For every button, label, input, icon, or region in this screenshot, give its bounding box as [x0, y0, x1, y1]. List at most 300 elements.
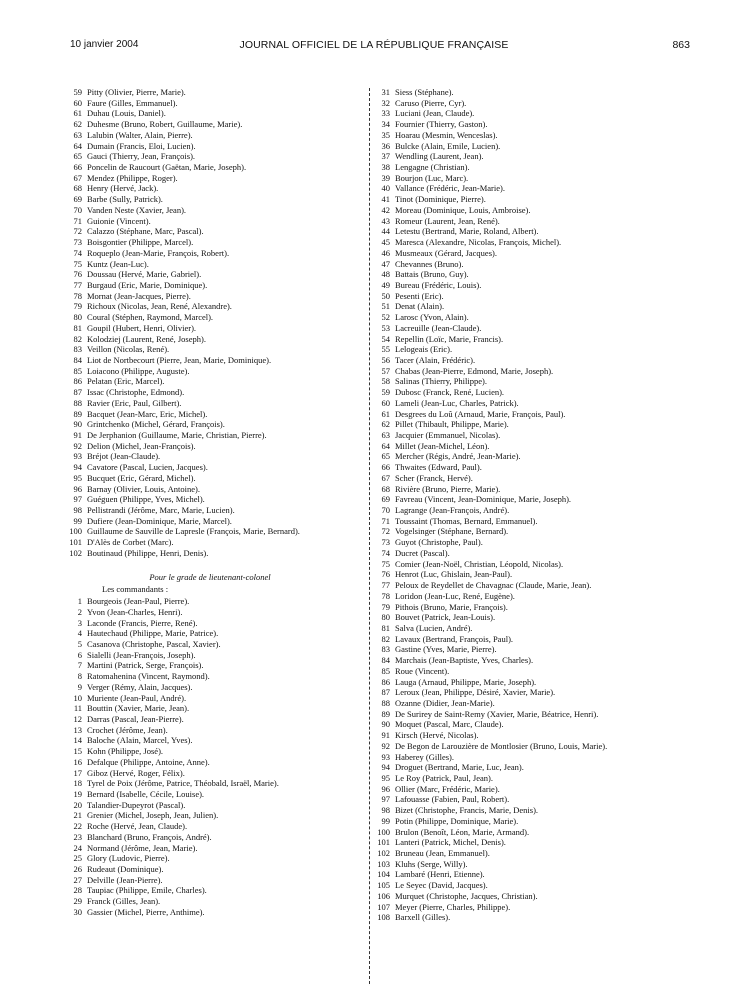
- entry-number: 21: [73, 810, 82, 821]
- entry-name: De Jerphanion (Guillaume, Marie, Christian, Pierre).: [87, 430, 267, 440]
- entry-name: Romeur (Laurent, Jean, René).: [395, 215, 500, 226]
- entry-number: 84: [381, 655, 390, 666]
- list-item: [55, 484, 375, 495]
- entry-number: 40: [381, 183, 390, 194]
- list-item: [372, 698, 712, 709]
- entry-number: 47: [381, 258, 390, 269]
- entry-number: 13: [73, 724, 82, 735]
- entry-name: Lagrange (Jean-François, André).: [395, 505, 510, 516]
- list-item: [372, 484, 712, 495]
- entry-name: Brulon (Benoît, Léon, Marie, Armand).: [395, 826, 530, 837]
- entry-name: De Begon de Larouzière de Montlosier (Bruno, Louis, Marie).: [395, 740, 608, 751]
- entry-name: Pesenti (Eric).: [395, 290, 444, 301]
- entry-name: Vogelsinger (Stéphane, Bernard).: [395, 526, 509, 537]
- list-item: [372, 537, 712, 548]
- list-item: [372, 398, 712, 409]
- list-item: [55, 216, 375, 227]
- list-item: [55, 398, 375, 409]
- entry-name: Bulcke (Alain, Emile, Lucien).: [395, 140, 501, 151]
- entry-name: Moreau (Dominique, Louis, Ambroise).: [395, 204, 531, 215]
- list-item: [372, 108, 712, 119]
- entry-name: Lauga (Arnaud, Philippe, Marie, Joseph).: [395, 676, 537, 687]
- list-item: [372, 237, 712, 248]
- list-item: [372, 677, 712, 688]
- entry-name: Bréjot (Jean-Claude).: [87, 451, 161, 462]
- entry-name: Marchais (Jean-Baptiste, Yves, Charles).: [395, 655, 534, 666]
- list-item: [372, 880, 712, 891]
- list-item: [372, 655, 712, 666]
- list-item: [55, 810, 375, 821]
- entry-number: 83: [381, 644, 390, 655]
- entry-number: 97: [73, 494, 82, 505]
- entry-number: 88: [73, 397, 82, 408]
- entry-name: Lalubin (Walter, Alain, Pierre).: [87, 129, 193, 140]
- entry-number: 88: [381, 697, 390, 708]
- entry-name: Bouttin (Xavier, Marie, Jean).: [87, 703, 190, 714]
- entry-name: Luciani (Jean, Claude).: [395, 108, 475, 119]
- entry-name: Fournier (Thierry, Gaston).: [395, 119, 488, 130]
- list-item: [55, 618, 375, 629]
- list-item: [372, 869, 712, 880]
- list-item: [55, 441, 375, 452]
- entry-name: Gassier (Michel, Pierre, Anthime).: [87, 906, 205, 917]
- entry-name: Ratomahenina (Vincent, Raymond).: [87, 671, 210, 682]
- list-item: [55, 301, 375, 312]
- entry-number: 62: [381, 419, 390, 430]
- entry-number: 95: [381, 773, 390, 783]
- entry-name: Coural (Stéphen, Raymond, Marcel).: [87, 312, 214, 323]
- list-item: [372, 216, 712, 227]
- list-item: [372, 687, 712, 698]
- entry-number: 29: [73, 896, 82, 907]
- entry-number: 24: [73, 842, 82, 853]
- list-item: [55, 119, 375, 130]
- list-item: [372, 194, 712, 205]
- entry-number: 51: [381, 301, 390, 312]
- entry-name: Muriente (Jean-Paul, André).: [87, 692, 187, 703]
- list-item: [55, 714, 375, 725]
- entry-name: Maresca (Alexandre, Nicolas, François, Michel).: [395, 237, 562, 248]
- entry-number: 86: [381, 676, 390, 687]
- list-item: [55, 607, 375, 618]
- entry-name: Bouvet (Patrick, Jean-Louis).: [395, 612, 496, 623]
- list-item: [55, 108, 375, 119]
- entry-name: Dumain (Francis, Eloi, Lucien).: [87, 140, 196, 151]
- entry-name: Kolodziej (Laurent, René, Joseph).: [87, 333, 206, 344]
- entry-name: Gauci (Thierry, Jean, François).: [87, 151, 196, 162]
- entry-number: 101: [69, 537, 82, 548]
- list-item: [372, 827, 712, 838]
- entry-name: Repellin (Loïc, Marie, Francis).: [395, 333, 504, 344]
- list-item: [372, 473, 712, 484]
- entry-name: Delville (Jean-Pierre).: [87, 874, 163, 885]
- list-item: [55, 757, 375, 768]
- entry-number: 69: [381, 494, 390, 505]
- entry-name: Leroux (Jean, Philippe, Désiré, Xavier, Marie).: [395, 687, 556, 698]
- entry-name: Cavatore (Pascal, Lucien, Jacques).: [87, 462, 208, 473]
- entry-number: 74: [73, 247, 82, 258]
- entry-name: Mercher (Régis, André, Jean-Marie).: [395, 451, 521, 462]
- list-item: [55, 280, 375, 291]
- entry-number: 8: [77, 671, 82, 682]
- entry-number: 34: [381, 119, 390, 130]
- list-item: [372, 602, 712, 613]
- entry-name: Dufiere (Jean-Dominique, Marie, Marcel).: [87, 515, 232, 526]
- entry-name: Chevannes (Bruno).: [395, 258, 464, 269]
- list-item: [55, 693, 375, 704]
- entry-name: Issac (Christophe, Edmond).: [87, 387, 185, 398]
- entry-name: Siess (Stéphane).: [395, 87, 454, 97]
- entry-name: Guionie (Vincent).: [87, 215, 151, 226]
- entry-name: Bacquet (Jean-Marc, Eric, Michel).: [87, 408, 208, 419]
- entry-number: 28: [73, 885, 82, 896]
- entry-number: 57: [381, 365, 390, 376]
- entry-number: 68: [73, 183, 82, 194]
- entry-name: Droguet (Bertrand, Marie, Luc, Jean).: [395, 762, 524, 773]
- entry-name: Le Seyec (David, Jacques).: [395, 880, 488, 891]
- entry-name: Lacreuille (Jean-Claude).: [395, 322, 482, 333]
- list-item: [372, 430, 712, 441]
- list-item: [55, 183, 375, 194]
- entry-number: 100: [69, 526, 82, 537]
- entry-number: 101: [377, 837, 390, 848]
- list-item: [55, 746, 375, 757]
- entry-number: 56: [381, 354, 390, 365]
- entry-number: 80: [381, 612, 390, 623]
- entry-number: 93: [381, 751, 390, 762]
- entry-number: 52: [381, 312, 390, 323]
- entry-name: Roue (Vincent).: [395, 665, 450, 676]
- list-item: [372, 409, 712, 420]
- entry-name: Blanchard (Bruno, François, André).: [87, 831, 212, 842]
- list-item: [372, 344, 712, 355]
- entry-number: 94: [381, 762, 390, 773]
- list-item: [55, 226, 375, 237]
- entry-number: 22: [73, 821, 82, 832]
- entry-number: 17: [73, 767, 82, 778]
- list-item: [372, 580, 712, 591]
- list-item: [372, 634, 712, 645]
- entry-name: Kohn (Philippe, José).: [87, 746, 164, 757]
- entry-name: Moquet (Pascal, Marc, Claude).: [395, 719, 504, 730]
- entry-number: 18: [73, 778, 82, 789]
- list-item: [372, 912, 712, 923]
- entry-number: 75: [73, 258, 82, 269]
- list-item: [372, 644, 712, 655]
- entry-number: 95: [73, 472, 82, 483]
- list-item: [372, 612, 712, 623]
- entry-name: Glory (Ludovic, Pierre).: [87, 853, 170, 864]
- entry-number: 67: [381, 472, 390, 483]
- entry-number: 26: [73, 864, 82, 875]
- list-item: [55, 800, 375, 811]
- entry-number: 66: [381, 462, 390, 473]
- list-item: [372, 505, 712, 516]
- entry-name: Grenier (Michel, Joseph, Jean, Julien).: [87, 810, 219, 821]
- section-title: Pour le grade de lieutenant-colonel: [149, 571, 271, 582]
- list-item: [372, 451, 712, 462]
- list-item: [55, 789, 375, 800]
- entry-name: Roche (Hervé, Jean, Claude).: [87, 821, 188, 832]
- entry-name: Desgrees du Loû (Arnaud, Marie, François, Paul).: [395, 408, 566, 419]
- list-item: [55, 778, 375, 789]
- entry-name: Lelogeais (Eric).: [395, 344, 453, 355]
- entry-name: Peloux de Reydellet de Chavagnac (Claude, Marie, Jean).: [395, 580, 592, 591]
- entry-name: Guillaume de Sauville de Lapresle (François, Marie, Bernard).: [87, 526, 300, 537]
- list-item: [55, 843, 375, 854]
- entry-name: Murquet (Christophe, Jacques, Christian).: [395, 890, 538, 901]
- entry-name: Ducret (Pascal).: [395, 547, 450, 558]
- entry-name: Jacquier (Emmanuel, Nicolas).: [395, 430, 501, 440]
- entry-name: Boutinaud (Philippe, Henri, Denis).: [87, 547, 209, 558]
- entry-name: Bucquet (Eric, Gérard, Michel).: [87, 472, 196, 483]
- entry-number: 82: [381, 633, 390, 644]
- entry-number: 61: [381, 408, 390, 419]
- entry-number: 55: [381, 344, 390, 355]
- entry-name: Tacer (Alain, Frédéric).: [395, 354, 476, 365]
- entry-number: 11: [73, 703, 82, 714]
- entry-name: Lavaux (Bertrand, François, Paul).: [395, 633, 514, 644]
- entry-number: 42: [381, 204, 390, 215]
- list-item: [55, 875, 375, 886]
- entry-name: Loridon (Jean-Luc, René, Eugène).: [395, 590, 515, 601]
- entry-number: 62: [73, 119, 82, 130]
- entry-number: 64: [73, 140, 82, 151]
- list-item: [55, 660, 375, 671]
- entry-number: 35: [381, 129, 390, 140]
- list-item: [372, 784, 712, 795]
- section-subheading: Les commandants :: [102, 584, 169, 595]
- entry-name: Haberey (Gilles).: [395, 751, 455, 762]
- entry-name: Martini (Patrick, Serge, François).: [87, 660, 204, 671]
- list-item: [55, 725, 375, 736]
- entry-number: 20: [73, 799, 82, 810]
- entry-name: Kirsch (Hervé, Nicolas).: [395, 730, 479, 741]
- entry-number: 39: [381, 172, 390, 183]
- entry-number: 100: [377, 826, 390, 837]
- entry-name: Tyrel de Poix (Jérôme, Patrice, Théobald, Israël, Marie).: [87, 778, 279, 789]
- list-item: [372, 666, 712, 677]
- entry-number: 61: [73, 108, 82, 119]
- entry-number: 94: [73, 462, 82, 473]
- entry-name: Talandier-Dupeyrot (Pascal).: [87, 799, 186, 810]
- entry-name: Calazzo (Stéphane, Marc, Pascal).: [87, 226, 204, 237]
- entry-number: 96: [381, 783, 390, 794]
- entry-name: Larosc (Yvon, Alain).: [395, 312, 469, 323]
- entry-number: 99: [381, 815, 390, 826]
- entry-number: 25: [73, 853, 82, 864]
- list-item: [55, 248, 375, 259]
- entry-number: 87: [73, 387, 82, 398]
- list-item: [55, 735, 375, 746]
- entry-number: 72: [381, 526, 390, 537]
- entry-name: Guéguen (Philippe, Yves, Michel).: [87, 494, 205, 505]
- entry-name: Salva (Lucien, André).: [395, 622, 473, 633]
- entry-number: 32: [381, 97, 390, 108]
- entry-number: 102: [377, 848, 390, 859]
- list-item: [55, 907, 375, 918]
- entry-name: Lafouasse (Fabien, Paul, Robert).: [395, 794, 510, 805]
- entry-name: Kuntz (Jean-Luc).: [87, 258, 149, 269]
- list-item: [55, 87, 375, 98]
- list-item: [372, 419, 712, 430]
- list-item: [55, 205, 375, 216]
- entry-number: 1: [77, 596, 82, 607]
- entry-number: 106: [377, 890, 390, 901]
- entry-name: Loiacono (Philippe, Auguste).: [87, 365, 190, 376]
- entry-number: 23: [73, 831, 82, 842]
- entry-name: Veillon (Nicolas, René).: [87, 344, 170, 355]
- list-item: [372, 226, 712, 237]
- list-item: [372, 548, 712, 559]
- list-item: [372, 569, 712, 580]
- entry-number: 72: [73, 226, 82, 237]
- list-item: [372, 130, 712, 141]
- list-item: [372, 719, 712, 730]
- entry-name: Meyer (Pierre, Charles, Philippe).: [395, 901, 511, 912]
- list-item: [372, 291, 712, 302]
- list-item: [372, 323, 712, 334]
- entry-number: 104: [377, 869, 390, 880]
- list-item: [372, 709, 712, 720]
- list-item: [372, 441, 712, 452]
- list-item: [55, 494, 375, 505]
- entry-number: 67: [73, 172, 82, 183]
- entry-name: Duhesme (Bruno, Robert, Guillaume, Marie).: [87, 119, 243, 130]
- entry-number: 90: [381, 719, 390, 730]
- entry-name: D'Alès de Corbet (Marc).: [87, 537, 174, 548]
- list-item: [55, 387, 375, 398]
- list-item: [372, 462, 712, 473]
- entry-name: Boisgontier (Philippe, Marcel).: [87, 237, 194, 248]
- entry-number: 5: [77, 638, 82, 649]
- entry-number: 76: [381, 569, 390, 580]
- list-item: [55, 639, 375, 650]
- list-item: [55, 98, 375, 109]
- list-item: [55, 703, 375, 714]
- entry-number: 59: [73, 87, 82, 97]
- entry-name: Laconde (Francis, Pierre, René).: [87, 617, 198, 628]
- entry-name: Vallance (Frédéric, Jean-Marie).: [395, 183, 505, 194]
- entry-name: Denat (Alain).: [395, 301, 445, 312]
- list-item: [372, 355, 712, 366]
- list-item: [55, 355, 375, 366]
- entry-number: 84: [73, 354, 82, 365]
- entry-number: 98: [73, 505, 82, 516]
- entry-number: 70: [73, 204, 82, 215]
- entry-name: Sialelli (Jean-François, Joseph).: [87, 649, 196, 660]
- entry-name: Bourgeois (Jean-Paul, Pierre).: [87, 596, 190, 607]
- list-item: [55, 269, 375, 280]
- entry-number: 36: [381, 140, 390, 151]
- entry-number: 81: [381, 622, 390, 633]
- entry-name: Henrot (Luc, Ghislain, Jean-Paul).: [395, 569, 513, 580]
- list-item: [55, 366, 375, 377]
- entry-name: Ollier (Marc, Frédéric, Marie).: [395, 783, 500, 794]
- entry-name: Henry (Hervé, Jack).: [87, 183, 159, 194]
- entry-number: 16: [73, 756, 82, 767]
- list-item: [372, 334, 712, 345]
- list-item: [55, 885, 375, 896]
- entry-name: Hautechaud (Philippe, Marie, Patrice).: [87, 628, 219, 639]
- entry-number: 38: [381, 162, 390, 173]
- entry-number: 15: [73, 746, 82, 757]
- entry-number: 65: [73, 151, 82, 162]
- entry-name: Grintchenko (Michel, Gérard, François).: [87, 419, 225, 430]
- entry-number: 92: [73, 440, 82, 451]
- entry-number: 79: [381, 601, 390, 612]
- entry-number: 76: [73, 269, 82, 280]
- entry-name: Burgaud (Eric, Marie, Dominique).: [87, 279, 208, 290]
- entry-name: Goupil (Hubert, Henri, Olivier).: [87, 322, 197, 333]
- list-item: [55, 505, 375, 516]
- list-lieutenant-colonel: [55, 596, 375, 918]
- entry-number: 14: [73, 735, 82, 746]
- entry-number: 73: [73, 237, 82, 248]
- list-item: [372, 312, 712, 323]
- entry-number: 70: [381, 505, 390, 516]
- list-item: [55, 671, 375, 682]
- list-item: [55, 537, 375, 548]
- entry-number: 93: [73, 451, 82, 462]
- entry-name: Letestu (Bertrand, Marie, Roland, Albert).: [395, 226, 539, 237]
- list-item: [55, 896, 375, 907]
- entry-number: 83: [73, 344, 82, 355]
- list-item: [55, 141, 375, 152]
- entry-number: 9: [77, 681, 82, 692]
- list-item: [55, 526, 375, 537]
- entry-number: 89: [381, 708, 390, 719]
- entry-name: Franck (Gilles, Jean).: [87, 896, 161, 907]
- entry-number: 12: [73, 713, 82, 724]
- list-item: [55, 682, 375, 693]
- entry-number: 44: [381, 226, 390, 237]
- list-item: [55, 628, 375, 639]
- list-item: [372, 259, 712, 270]
- entry-number: 65: [381, 451, 390, 462]
- entry-number: 54: [381, 333, 390, 344]
- list-item: [372, 269, 712, 280]
- entry-name: Normand (Jérôme, Jean, Marie).: [87, 842, 198, 853]
- entry-number: 6: [77, 649, 82, 660]
- entry-number: 107: [377, 901, 390, 912]
- list-item: [372, 859, 712, 870]
- list-item: [55, 237, 375, 248]
- entry-name: Taupiac (Philippe, Emile, Charles).: [87, 885, 207, 896]
- entry-number: 87: [381, 687, 390, 698]
- entry-name: Barxell (Gilles).: [395, 912, 451, 923]
- left-column: [55, 87, 375, 918]
- list-item: [372, 248, 712, 259]
- list-item: [372, 794, 712, 805]
- header-title: JOURNAL OFFICIEL DE LA RÉPUBLIQUE FRANÇAISE: [239, 39, 509, 51]
- list-item: [55, 821, 375, 832]
- entry-number: 80: [73, 312, 82, 323]
- entry-name: Bureau (Frédéric, Louis).: [395, 279, 482, 290]
- right-column: [372, 87, 712, 923]
- entry-number: 71: [381, 515, 390, 526]
- entry-number: 77: [73, 279, 82, 290]
- entry-name: Millet (Jean-Michel, Léon).: [395, 440, 490, 451]
- list-item: [372, 816, 712, 827]
- list-item: [372, 730, 712, 741]
- list-item: [55, 548, 375, 559]
- list-item: [372, 752, 712, 763]
- list-item: [372, 151, 712, 162]
- entry-name: Verger (Rémy, Alain, Jacques).: [87, 681, 193, 692]
- entry-number: 77: [381, 580, 390, 591]
- list-item: [372, 366, 712, 377]
